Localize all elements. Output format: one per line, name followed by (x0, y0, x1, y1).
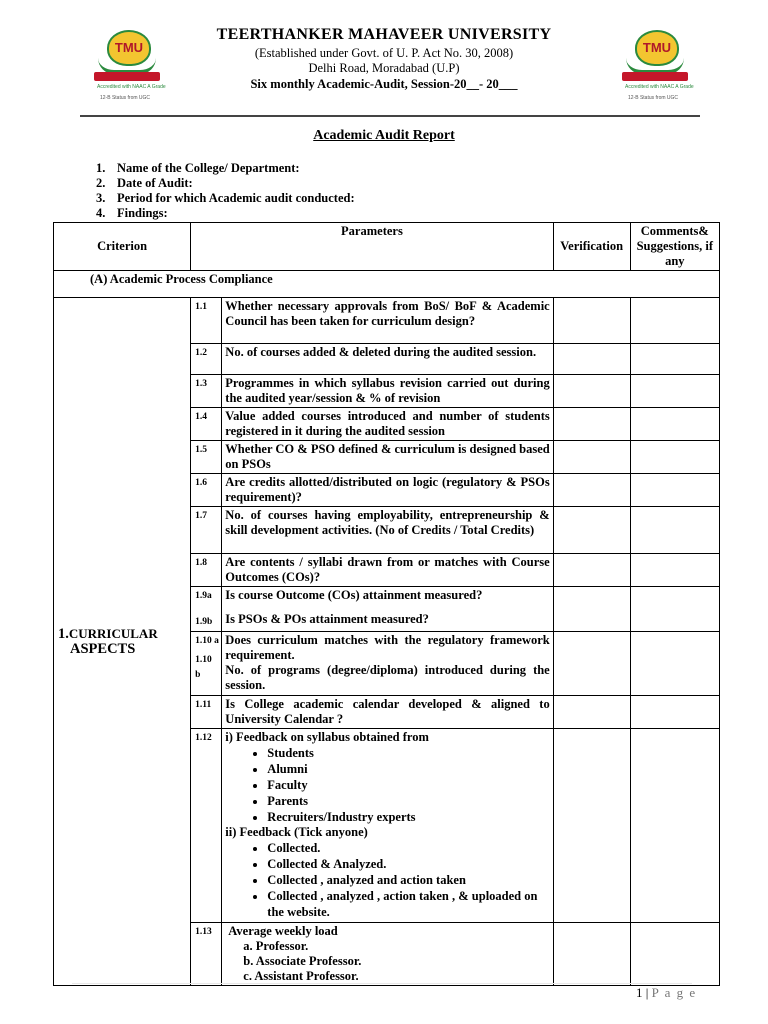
param-number: 1.2 (191, 344, 222, 375)
list-item: • Students (267, 745, 549, 761)
comments-cell[interactable] (630, 923, 719, 986)
param-text: Value added courses introduced and number of students registered in it during the audited session (222, 408, 553, 441)
report-info-list (96, 161, 355, 221)
section-row (54, 271, 720, 298)
university-logo-right (622, 28, 694, 104)
param-text: Does curriculum matches with the regulatory framework requirement. No. of programs (degree/diploma) introduced during the session. (222, 632, 553, 696)
logo-accreditation: Accredited with NAAC A Grade (625, 84, 694, 90)
criterion-header: Criterion (54, 223, 191, 271)
param-number: 1.4 (191, 408, 222, 441)
comments-cell[interactable] (630, 344, 719, 375)
verification-cell[interactable] (553, 375, 630, 408)
param-text: Average weekly load a. Professor. b. Associate Professor. c. Assistant Professor. (222, 923, 553, 986)
verification-cell[interactable] (553, 441, 630, 474)
comments-cell[interactable] (630, 474, 719, 507)
logo-ugc-status: 12-B Status from UGC (628, 95, 679, 101)
section-title: (A) Academic Process Compliance (54, 271, 720, 298)
comments-cell[interactable] (630, 696, 719, 729)
param-number: 1.1 (191, 298, 222, 344)
comments-cell[interactable] (630, 507, 719, 554)
param-text: i) Feedback on syllabus obtained from • Students • Alumni • Faculty • Parents • Recruiters/Industry experts ii) Feedback (Tick anyone) • Collected. • Collected & Analyzed. • Collected , analyzed and action taken • Collected , analyzed , action taken , & uploaded on the website. (222, 729, 553, 923)
list-item: • Parents (267, 793, 549, 809)
param-number: 1.7 (191, 507, 222, 554)
verification-cell[interactable] (553, 696, 630, 729)
page-separator: | (645, 985, 649, 1000)
param-text: Programmes in which syllabus revision carried out during the audited year/session & % of revision (222, 375, 553, 408)
university-address: Delhi Road, Moradabad (U.P) (308, 61, 460, 75)
comments-cell[interactable] (630, 375, 719, 408)
page-label: P a g e (651, 985, 697, 1000)
page-footer (636, 985, 697, 1001)
verification-cell[interactable] (553, 474, 630, 507)
param-number: 1.9a 1.9b (191, 587, 222, 632)
verification-header: Verification (553, 223, 630, 271)
feedback-status-list (225, 840, 549, 920)
param-text: Are credits allotted/distributed on logic (regulatory & PSOs requirement)? (222, 474, 553, 507)
param-text: Is course Outcome (COs) attainment measured? Is PSOs & POs attainment measured? (222, 587, 553, 632)
logo-accreditation: Accredited with NAAC A Grade (97, 84, 166, 90)
verification-cell[interactable] (553, 923, 630, 986)
param-number: 1.6 (191, 474, 222, 507)
info-item-college: 1. Name of the College/ Department: (96, 161, 300, 175)
page-number: 1 (636, 985, 643, 1000)
param-text: Are contents / syllabi drawn from or matches with Course Outcomes (COs)? (222, 554, 553, 587)
criterion-cell: 1.CURRICULAR ASPECTS (54, 298, 191, 986)
param-number: 1.5 (191, 441, 222, 474)
logo-ribbon (622, 72, 688, 81)
verification-cell[interactable] (553, 632, 630, 696)
comments-cell[interactable] (630, 408, 719, 441)
establishment-note: (Established under Govt. of U. P. Act No. 30, 2008) (254, 46, 514, 60)
info-item-date: 2. Date of Audit: (96, 176, 193, 190)
comments-header: Comments& Suggestions, if any (630, 223, 719, 271)
list-item: • Collected , analyzed and action taken (267, 872, 549, 888)
table-header-row (54, 223, 720, 271)
param-number: 1.13 (191, 923, 222, 986)
logo-emblem: TMU (107, 30, 151, 66)
info-item-period: 3. Period for which Academic audit conducted: (96, 191, 355, 205)
footer-divider (72, 983, 692, 984)
list-item: • Recruiters/Industry experts (267, 809, 549, 825)
param-number: 1.10 a 1.10 b (191, 632, 222, 696)
comments-cell[interactable] (630, 729, 719, 923)
list-item: • Faculty (267, 777, 549, 793)
criterion-name: CURRICULAR (68, 626, 158, 641)
report-title: Academic Audit Report (313, 128, 455, 143)
parameters-header: Parameters (191, 223, 554, 271)
logo-emblem: TMU (635, 30, 679, 66)
header-divider (80, 115, 700, 117)
param-text: No. of courses added & deleted during the audited session. (222, 344, 553, 375)
param-text: Is College academic calendar developed & aligned to University Calendar ? (222, 696, 553, 729)
comments-cell[interactable] (630, 298, 719, 344)
verification-cell[interactable] (553, 298, 630, 344)
verification-cell[interactable] (553, 729, 630, 923)
page-header (0, 0, 768, 120)
param-number: 1.3 (191, 375, 222, 408)
list-item: • Collected , analyzed , action taken , & uploaded on the website. (267, 888, 549, 920)
param-text: Whether necessary approvals from BoS/ BoF & Academic Council has been taken for curriculum design? (222, 298, 553, 344)
verification-cell[interactable] (553, 587, 630, 632)
param-text: No. of courses having employability, entrepreneurship & skill development activities. (No of Credits / Total Credits) (222, 507, 553, 554)
feedback-source-list (225, 745, 549, 825)
verification-cell[interactable] (553, 344, 630, 375)
list-item: • Collected. (267, 840, 549, 856)
param-number: 1.11 (191, 696, 222, 729)
logo-ugc-status: 12-B Status from UGC (100, 95, 151, 101)
comments-cell[interactable] (630, 587, 719, 632)
param-number: 1.8 (191, 554, 222, 587)
param-number: 1.12 (191, 729, 222, 923)
param-text: Whether CO & PSO defined & curriculum is designed based on PSOs (222, 441, 553, 474)
verification-cell[interactable] (553, 554, 630, 587)
verification-cell[interactable] (553, 507, 630, 554)
list-item: • Alumni (267, 761, 549, 777)
verification-cell[interactable] (553, 408, 630, 441)
audit-session: Six monthly Academic-Audit, Session-20__- 20___ (250, 77, 518, 91)
comments-cell[interactable] (630, 554, 719, 587)
comments-cell[interactable] (630, 441, 719, 474)
comments-cell[interactable] (630, 632, 719, 696)
audit-table (53, 222, 720, 986)
university-name: TEERTHANKER MAHAVEER UNIVERSITY (216, 26, 552, 43)
list-item: • Collected & Analyzed. (267, 856, 549, 872)
info-item-findings: 4. Findings: (96, 206, 168, 220)
table-row (54, 298, 720, 344)
